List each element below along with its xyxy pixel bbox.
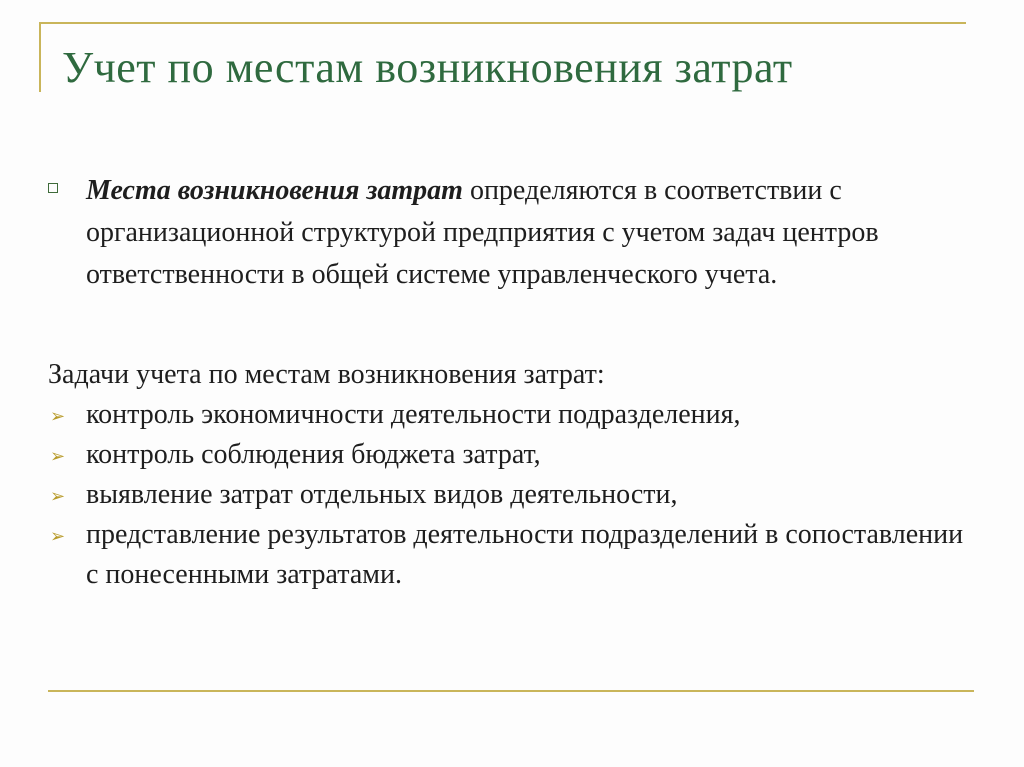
list-item [48, 395, 968, 435]
task-text: выявление затрат отдельных видов деятельности, [86, 479, 678, 510]
slide-title: Учет по местам возникновения затрат [62, 43, 793, 92]
arrow-bullet-icon: ➢ [50, 446, 66, 467]
title-frame-left-line [39, 22, 41, 92]
list-item [48, 435, 968, 475]
task-list [48, 395, 968, 595]
intro-paragraph [86, 170, 966, 296]
arrow-bullet-icon: ➢ [50, 526, 66, 547]
arrow-bullet-icon: ➢ [50, 486, 66, 507]
list-item [48, 515, 968, 595]
tasks-block [48, 355, 968, 595]
list-item [48, 475, 968, 515]
arrow-bullet-icon: ➢ [50, 406, 66, 427]
task-text: представление результатов деятельности подразделений в сопоставлении с понесенными затратами. [86, 519, 964, 590]
intro-lead: Места возникновения затрат [86, 175, 463, 206]
task-text: контроль соблюдения бюджета затрат, [86, 439, 541, 470]
task-text: контроль экономичности деятельности подразделения, [86, 399, 741, 430]
square-bullet-icon [48, 183, 58, 193]
footer-divider [48, 690, 974, 692]
intro-rest: определяются в соответствии с организационной структурой предприятия с учетом задач центров ответственности в общей системе управленческого учета. [86, 175, 879, 290]
title-frame-top-line [39, 22, 966, 24]
intro-block [48, 170, 968, 296]
tasks-heading: Задачи учета по местам возникновения затрат: [48, 359, 605, 390]
